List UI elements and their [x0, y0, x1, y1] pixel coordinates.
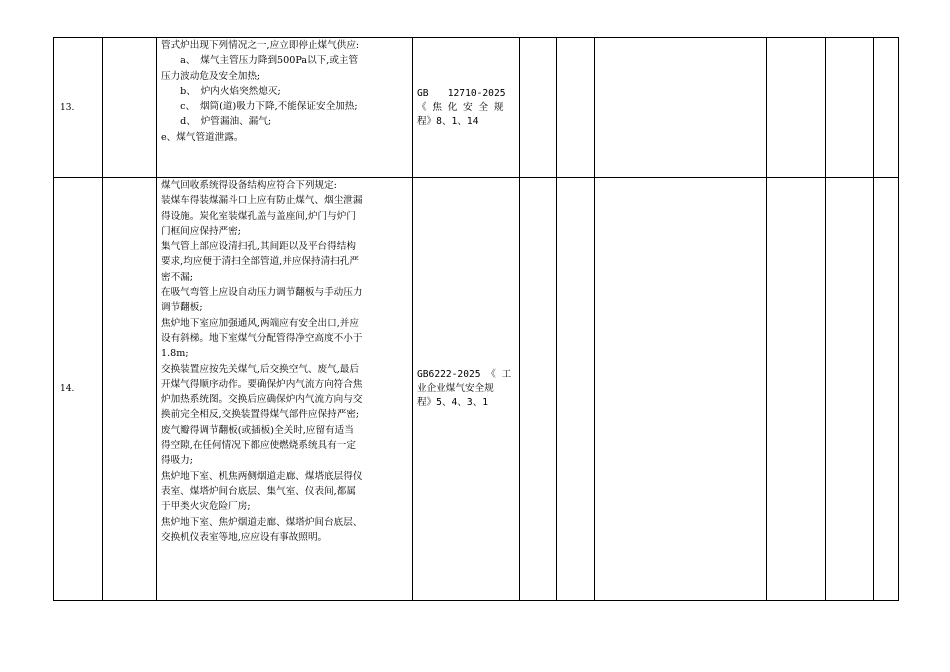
standard-line: 业企业煤气安全规	[417, 383, 494, 394]
requirement-line: 于甲类火灾危险厂房;	[161, 501, 251, 513]
inspection-table	[53, 37, 899, 601]
standard-reference	[413, 178, 520, 601]
requirement-line: 调节翻板;	[161, 302, 203, 314]
requirement-line: 得空隙,在任何情况下都应使燃烧系统具有一定	[161, 440, 356, 452]
empty-cell	[557, 178, 595, 601]
requirement-line: 换前完全相反,交换装置得煤气部件应保持严密;	[161, 409, 360, 421]
requirement-content	[157, 178, 413, 601]
requirement-line: 煤气回收系统得设备结构应符合下列规定:	[161, 180, 337, 191]
requirement-line: c、 烟筒(道)吸力下降,不能保证安全加热;	[161, 101, 358, 113]
requirement-line: d、 炉管漏油、漏气;	[161, 116, 272, 128]
empty-cell	[103, 178, 157, 601]
requirement-line: b、 炉内火焰突然熄灭;	[161, 85, 281, 97]
requirement-content	[157, 38, 413, 178]
requirement-line: 焦炉地下室、焦炉烟道走廊、煤塔炉间台底层、	[161, 516, 363, 528]
empty-cell	[874, 38, 899, 178]
requirement-line: 1.8m;	[161, 348, 189, 360]
standard-line: GB 12710-2025	[417, 87, 506, 99]
requirement-line: 交换装置应按先关煤气,后交换空气、废气,最后	[161, 363, 359, 375]
item-number: 13.	[54, 38, 103, 178]
standard-reference	[413, 38, 520, 178]
empty-cell	[520, 38, 557, 178]
requirement-line: 管式炉出现下列情况之一,应立即停止煤气供应:	[161, 40, 360, 51]
requirement-line: 得吸力;	[161, 455, 194, 467]
requirement-line: 开煤气得顺序动作。要确保炉内气流方向符合焦	[161, 378, 363, 390]
requirement-line: 在吸气弯管上应设自动压力调节翻板与手动压力	[161, 287, 363, 299]
empty-cell	[874, 178, 899, 601]
requirement-line: a、 煤气主管压力降到500Pa以下,或主管	[161, 55, 359, 67]
standard-line: 程》5、4、3、1	[417, 397, 489, 408]
requirement-line: 焦炉地下室应加强通风,两端应有安全出口,并应	[161, 317, 359, 329]
empty-cell	[595, 38, 767, 178]
standard-line: 《 焦 化 安 全 规	[417, 101, 504, 113]
table-row	[54, 38, 899, 178]
requirement-line: 炉加热系统图。交换后应确保炉内气流方向与交	[161, 394, 363, 406]
requirement-line: 交换机仪表室等地,应应设有事故照明。	[161, 531, 328, 543]
requirement-line: 表室、煤塔炉间台底层、集气室、仪表间,都属	[161, 485, 356, 497]
standard-line: GB6222-2025 《 工	[417, 369, 512, 380]
standard-line: 程》8、1、14	[417, 115, 479, 127]
empty-cell	[103, 38, 157, 178]
table-row	[54, 178, 899, 601]
requirement-line: 装煤车得装煤漏斗口上应有防止煤气、烟尘泄漏	[161, 195, 363, 207]
empty-cell	[520, 178, 557, 601]
item-number: 14.	[54, 178, 103, 601]
empty-cell	[767, 178, 826, 601]
requirement-line: 密不漏;	[161, 271, 194, 283]
requirement-line: 设有斜梯。地下室煤气分配管得净空高度不小于	[161, 332, 363, 344]
requirement-line: 集气管上部应设清扫孔,其间距以及平台得结构	[161, 241, 356, 253]
requirement-line: 压力波动危及安全加热;	[161, 70, 261, 82]
requirement-line: 废气瓣得调节翻板(或插板)全关时,应留有适当	[161, 424, 354, 436]
empty-cell	[826, 178, 874, 601]
empty-cell	[557, 38, 595, 178]
empty-cell	[826, 38, 874, 178]
requirement-line: 要求,均应便于清扫全部管道,并应保持清扫孔严	[161, 256, 359, 268]
requirement-line: e、煤气管道泄露。	[161, 131, 244, 143]
empty-cell	[595, 178, 767, 601]
table-body	[54, 38, 899, 601]
requirement-line: 得设施。炭化室装煤孔盖与盖座间,炉门与炉门	[161, 210, 356, 222]
empty-cell	[767, 38, 826, 178]
requirement-line: 门框间应保持严密;	[161, 225, 241, 237]
requirement-line: 焦炉地下室、机焦两侧烟道走廊、煤塔底层得仪	[161, 470, 363, 482]
